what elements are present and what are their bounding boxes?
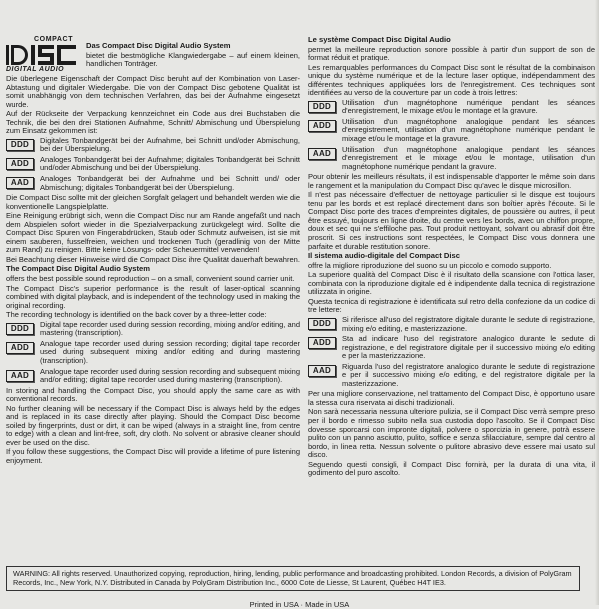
french-code-aad-text: Utilisation d'un magnétophone analogique pendant les séances d'enregistrement et le mixage et/ou le montage, utilisation d'un magnétophone numérique pendant la gravure. xyxy=(342,144,595,171)
compact-disc-logo xyxy=(6,36,80,74)
english-code-add xyxy=(6,340,300,366)
italian-code-aad-text: Riguarda l'uso del registratore analogico durante le sedute di registrazione e per il successivo mixing e/o editing, e del registratore digitale per la masterizzazione. xyxy=(342,361,595,388)
italian-code-add xyxy=(308,335,595,361)
german-heading: Das Compact Disc Digital Audio System xyxy=(86,41,231,50)
add-badge: ADD xyxy=(308,120,336,132)
italian-paragraph-6: Seguendo questi consigli, il Compact Disc fornirà, per la durata di una vita, il godimento del puro ascolto. xyxy=(308,459,595,478)
scan-edge-shadow xyxy=(595,0,599,605)
logo-digital-audio-text: DIGITAL AUDIO xyxy=(6,66,65,73)
logo-intro-block xyxy=(6,36,300,74)
aad-badge: AAD xyxy=(6,177,34,189)
english-code-aad-text: Analogue tape recorder used during session recording and subsequent mixing and/or editing; digital tape recorder used during mastering (transcription). xyxy=(40,366,300,385)
italian-heading: Il sistema audio-digitale del Compact Disc xyxy=(308,251,460,261)
german-paragraph-1: Die überlegene Eigenschaft der Compact Disc beruht auf der Kombination von Laser-Abtastung und digitaler Wiedergabe. Die von der Compact Disc gebotene Qualität ist somit unabhängig von dem technischen Verfahren, das bei der Aufnahme eingesetzt wurde. xyxy=(6,74,300,109)
english-paragraph-4: In storing and handling the Compact Disc, you should apply the same care as with conventional records. xyxy=(6,385,300,404)
german-code-aad-text: Analoges Tonbandgerät bei der Aufnahme und bei Schnitt und/ oder Abmischung; digitales Tonbandgerät bei der Überspielung. xyxy=(40,174,300,192)
italian-paragraph-3: Questa tecnica di registrazione è identificata sul retro della confezione da un codice di tre lettere: xyxy=(308,296,595,315)
ddd-badge: DDD xyxy=(6,323,34,335)
add-badge: ADD xyxy=(308,337,336,349)
italian-code-add-text: Sta ad indicare l'uso del registratore analogico durante le sedute di registrazione, e del registratore digitale per il successivo mixing e/o editing e per la masterizzazione. xyxy=(342,334,595,361)
english-code-add-text: Analogue tape recorder used during session recording; digital tape recorder used during subsequent mixing and/or editing and during mastering (transcription). xyxy=(40,338,300,365)
right-column xyxy=(308,36,595,566)
ddd-badge: DDD xyxy=(308,101,336,113)
disc-wordmark-icon xyxy=(6,44,80,66)
italian-code-ddd xyxy=(308,316,595,333)
italian-paragraph-4: Per una migliore conservazione, nel trattamento del Compact Disc, è opportuno usare la stessa cura riservata ai dischi tradizionali. xyxy=(308,389,595,407)
french-heading: Le système Compact Disc Digital Audio xyxy=(308,36,451,44)
english-code-ddd-text: Digital tape recorder used during session recording, mixing and/or editing, and mastering (transcription). xyxy=(40,319,300,338)
logo-compact-text: COMPACT xyxy=(34,36,74,43)
german-paragraph-5: Bei Beachtung dieser Hinweise wird die Compact Disc ihre Qualität dauerhaft bewahren. xyxy=(6,254,300,264)
german-code-add-text: Analoges Tonbandgerät bei der Aufnahme; digitales Tonbandgerät bei Schnitt und/oder Abmischung und bei der Überspielung. xyxy=(40,154,300,173)
german-code-aad xyxy=(6,175,300,192)
add-badge: ADD xyxy=(6,158,34,170)
french-code-ddd-text: Utilisation d'un magnétophone numérique pendant les séances d'enregistrement, le mixage et/ou le montage et la gravure. xyxy=(342,97,595,116)
german-code-ddd xyxy=(6,137,300,154)
german-paragraph-4: Eine Reinigung erübrigt sich, wenn die Compact Disc nur am Rande angefaßt und nach dem Abspielen sofort wieder in die Spezialverpackung zurückgelegt wird. Sollte die Compact Disc Spuren von Fingerabdrücken, Staub oder Schmutz aufweisen, ist sie mit einem sauberen, fusselfreien, weichen und trockenen Tuch (geradlinig von der Mitte zum Rand) zu reinigen. Bitte keine Lösungs- oder Scheuermittel verwenden! xyxy=(6,211,300,255)
english-code-aad xyxy=(6,368,300,385)
english-paragraph-1: offers the best possible sound reproduction – on a small, convenient sound carrier unit. xyxy=(6,274,295,284)
english-paragraph-5: No further cleaning will be necessary if the Compact Disc is always held by the edges and is replaced in its case directly after playing. Should the Compact Disc become soiled by fingerprints, dust or dirt, it can be wiped (always in a straight line, from centre to edge) with a clean and lint-free, soft, dry cloth. No solvent or abrasive cleaner should ever be used on the disc. xyxy=(6,403,300,447)
french-code-aad xyxy=(308,146,595,172)
german-paragraph-2: Auf der Rückseite der Verpackung kennzeichnet ein Code aus drei Buchstaben die Technik, die bei den drei Stationen Aufnahme, Schnitt/ Abmischung und Überspielung zum Einsatz gekommen ist: xyxy=(6,109,300,136)
italian-paragraph-5: Non sarà necessaria nessuna ulteriore pulizia, se il Compact Disc verrà sempre preso per il bordo e rimesso subito nella sua custodia dopo l'ascolto. Se il Compact Disc dovesse sporcarsi con impronte digitali, polvere o sporcizia in genere, potrà essere pulito con un panno asciutto, pulito, soffice e senza sfilacciature, sempre dal centro al bordo, in linea retta. Nessun solvente o pulitore abrasivo deve essere mai usato sul disco. xyxy=(308,407,595,460)
printed-in-footer: Printed in USA · Made in USA xyxy=(249,600,350,609)
aad-badge: AAD xyxy=(308,365,336,377)
english-code-ddd xyxy=(6,321,300,338)
italian-paragraph-1: offre la migliore riproduzione del suono su un piccolo e comodo supporto. xyxy=(308,260,552,270)
english-heading: The Compact Disc Digital Audio System xyxy=(6,264,151,274)
french-paragraph-2: Les remarquables performances du Compact Disc sont le résultat de la combinaison unique du système numérique et de la lecture laser optique, indépendamment des différentes techniques appliquées lors de l'enregistrement. Ces techniques sont identifiées au verso de la couverture par un code à trois lettres: xyxy=(308,62,595,98)
aad-badge: AAD xyxy=(6,370,34,382)
german-intro-text: bietet die bestmögliche Klangwiedergabe – auf einem kleinen, handlichen Tonträger. xyxy=(86,50,300,69)
french-paragraph-3: Pour obtenir les meilleurs résultats, il est indispensable d'apporter le même soin dans le rangement et la manipulation du Compact Disc qu'avec le disque microsillon. xyxy=(308,172,595,190)
english-paragraph-6: If you follow these suggestions, the Compact Disc will provide a lifetime of pure listening enjoyment. xyxy=(6,447,300,465)
french-paragraph-1: permet la meilleure reproduction sonore possible à partir d'un support de son de format réduit et pratique. xyxy=(308,44,595,63)
add-badge: ADD xyxy=(6,342,34,354)
italian-code-aad xyxy=(308,363,595,389)
english-paragraph-3: The recording technology is identified on the back cover by a three-letter code: xyxy=(6,310,267,320)
french-code-add xyxy=(308,118,595,144)
aad-badge: AAD xyxy=(308,148,336,160)
left-column xyxy=(6,36,300,566)
german-code-add xyxy=(6,156,300,173)
ddd-badge: DDD xyxy=(6,139,34,151)
german-paragraph-3: Die Compact Disc sollte mit der gleichen Sorgfalt gelagert und behandelt werden wie die konventionelle Langspielplatte. xyxy=(6,193,300,211)
english-paragraph-2: The Compact Disc's superior performance is the result of laser-optical scanning combined with digital playback, and is independent of the technology used in making the original recording. xyxy=(6,283,300,310)
french-paragraph-4: Il n'est pas nécessaire d'effectuer de nettoyage particulier si le disque est toujours tenu par les bords et est replacé directement dans son boîtier après l'écoute. Si le Compact Disc porte des traces d'empreintes digitales, de poussière ou autres, il peut être essuyé, toujours en ligne droite, du centre vers les bords, avec un chiffon propre, doux et sec qui ne s'effiloche pas. Tout produit nettoyant, solvant ou abrasif doit être proscrit. Si ces instructions sont respectées, le Compact Disc vous donnera une parfaite et durable restitution sonore. xyxy=(308,190,595,251)
ddd-badge: DDD xyxy=(308,318,336,330)
italian-paragraph-2: La superiore qualità del Compact Disc è il risultato della scansione con l'ottica laser, combinata con la riproduzione digitale ed è indipendente dalla tecnica di registrazione utilizzata in origine. xyxy=(308,270,595,297)
french-code-add-text: Utilisation d'un magnétophone analogique pendant les séances d'enregistrement, utilisation d'un magnétophone numérique pendant le mixage et/ou le montage et la gravure. xyxy=(342,116,595,144)
italian-code-ddd-text: Si riferisce all'uso del registratore digitale durante le sedute di registrazione, mixing e/o editing, e masterizzazione. xyxy=(342,314,595,333)
copyright-warning: WARNING: All rights reserved. Unauthorized copying, reproduction, hiring, lending, public performance and broadcasting prohibited. London Records, a division of PolyGram Records, Inc., New York, N.Y. Distributed in Canada by PolyGram Distribution Inc., 6000 Cote de Liesse, St Laurent, Québec H4T IE3. xyxy=(6,566,580,591)
french-code-ddd xyxy=(308,99,595,116)
german-code-ddd-text: Digitales Tonbandgerät bei der Aufnahme, bei Schnitt und/oder Abmischung, bei der Überspielung. xyxy=(40,135,300,154)
german-intro xyxy=(86,36,300,70)
